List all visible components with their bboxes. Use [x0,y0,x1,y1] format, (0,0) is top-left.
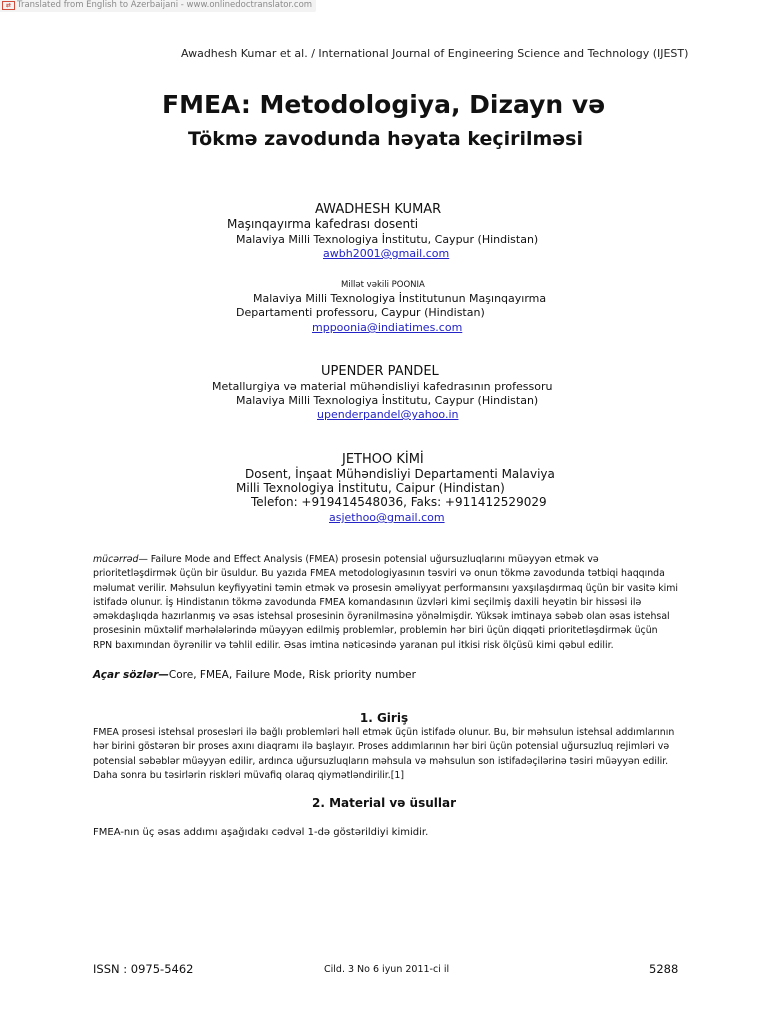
paper-title-line-1: FMEA: Metodologiya, Dizayn və [162,90,606,119]
author-name: UPENDER PANDEL [321,364,439,379]
footer-page-number: 5288 [649,962,679,976]
banner-text: Translated from English to Azerbaijani - www.onlinedoctranslator.com [17,0,313,10]
author-email-link[interactable]: awbh2001@gmail.com [323,247,450,260]
author-email-link[interactable]: mppoonia@indiatimes.com [312,321,463,334]
abstract-text: — Failure Mode and Effect Analysis (FMEA) prosesin potensial uğursuzluqlarını müəyyən etmək və prioritetləşdirmək üçün bir üsuldur. Bu yazıda FMEA metodologiyasının təsviri və onun tökmə zavodunda tətbiqi haqqında məlumat verilir. Məhsulun keyfiyyətini təmin etmək və prosesin əməliyyat performansını yaxşılaşdırmaq üçün bir vasitə kimi istifadə olunur. İş Hindistanın tökmə zavodunda FMEA komandasının üzvləri kimi seçilmiş daxili heyətin bir hissəsi ilə əməkdaşlıqda hazırlanmış və əsas istehsal prosesinin öyrənilməsinə yönəlmişdir. Yüksək imtinaya səbəb olan əsas istehsal prosesinin müxtəlif mərhələlərində müəyyən edilmiş problemlər, problemin hər biri üçün diqqəti prioritetləşdirmək üçün RPN baxımından öyrənilir və təhlil edilir. Əsas imtina nəticəsində yaranan pul itkisi risk ölçüsü kimi qəbul edilir. [93,554,678,651]
author-phone-fax: Telefon: +919414548036, Faks: +911412529029 [251,495,547,509]
author-email-link[interactable]: asjethoo@gmail.com [329,511,445,524]
running-header: Awadhesh Kumar et al. / International Journal of Engineering Science and Technology (IJEST) [181,47,689,60]
keywords [93,669,416,681]
author-name: AWADHESH KUMAR [315,202,442,217]
translator-logo-icon: ⇄ [2,1,15,10]
abstract-paragraph [93,553,678,653]
section-heading-materials-methods: 2. Material və üsullar [311,796,457,810]
author-affiliation-line: Malaviya Milli Texnologiya İnstitutu, Caypur (Hindistan) [236,233,539,246]
footer-issn: ISSN : 0975-5462 [93,962,194,976]
author-affiliation-line: Maşınqayırma kafedrası dosenti [227,217,419,231]
paper-title-line-2: Tökmə zavodunda həyata keçirilməsi [188,128,584,150]
keywords-label: Açar sözlər— [93,669,169,681]
author-affiliation-line: Dosent, İnşaat Mühəndisliyi Departamenti Malaviya [245,467,555,481]
author-affiliation-line: Malaviya Milli Texnologiya İnstitutu, Caypur (Hindistan) [236,394,539,407]
keywords-text: Core, FMEA, Failure Mode, Risk priority number [168,669,416,681]
section-heading-introduction: 1. Giriş [359,711,409,725]
footer-volume: Cild. 3 No 6 iyun 2011-ci il [324,964,450,975]
author-name: JETHOO KİMİ [342,452,424,467]
author-affiliation-line: Milli Texnologiya İnstitutu, Caipur (Hindistan) [236,481,505,495]
author-affiliation-line: Metallurgiya və material mühəndisliyi kafedrasının professoru [212,380,553,393]
translation-banner[interactable] [0,0,316,12]
author-affiliation-line: Departamenti professoru, Caypur (Hindistan) [236,306,485,319]
author-name: Millət vəkili POONIA [341,280,425,290]
author-affiliation-line: Malaviya Milli Texnologiya İnstitutunun Maşınqayırma [253,292,547,305]
author-email-link[interactable]: upenderpandel@yahoo.in [317,408,459,421]
abstract-label: mücərrəd [93,554,139,565]
materials-methods-paragraph: FMEA-nın üç əsas addımı aşağıdakı cədvəl 1-də göstərildiyi kimidir. [93,827,429,838]
introduction-paragraph: FMEA prosesi istehsal prosesləri ilə bağlı problemləri həll etmək üçün istifadə olunur. Bu, bir məhsulun istehsal addımlarının hər birini göstərən bir proses axını diaqramı ilə başlayır. Proses addımlarının hər biri üçün potensial uğursuzluq rejimləri və potensial səbəblər müəyyən edilir, ardınca uğursuzluqların məhsula və məhsulun son istifadəçilərinə təsiri müəyyən edilir. Daha sonra bu təsirlərin riskləri müvafiq olaraq qiymətləndirilir.[1] [93,727,675,781]
